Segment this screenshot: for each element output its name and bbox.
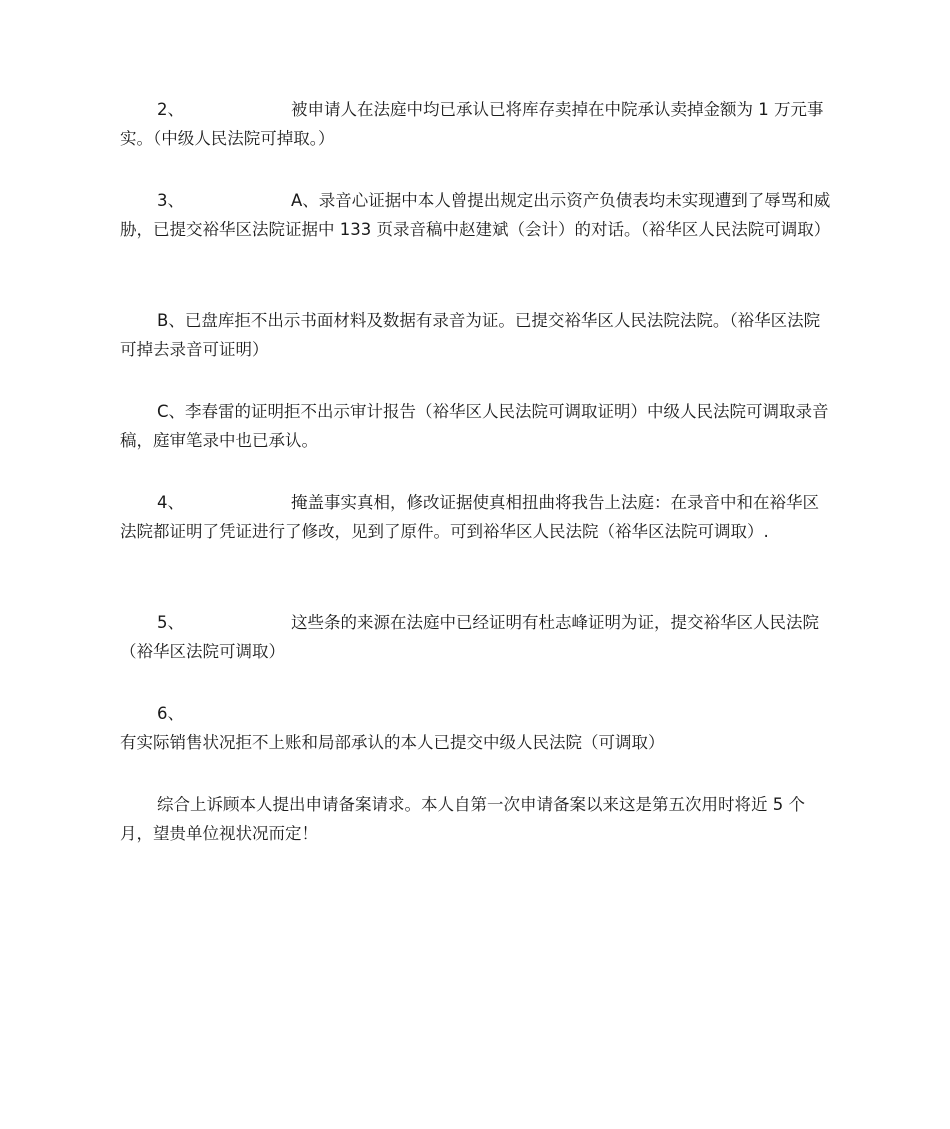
paragraph-item-3b xyxy=(120,306,832,364)
paragraph-text: 这些条的来源在法庭中已经证明有杜志峰证明为证，提交裕华区人民法院（裕华区法院可调取） xyxy=(120,613,819,661)
paragraph-item-4 xyxy=(120,488,832,546)
paragraph-text: 掩盖事实真相，修改证据使真相扭曲将我告上法庭：在录音中和在裕华区法院都证明了凭证进行了修改，见到了原件。可到裕华区人民法院（裕华区法院可调取）. xyxy=(120,493,819,541)
paragraph-text: B、已盘库拒不出示书面材料及数据有录音为证。已提交裕华区人民法院法院。（裕华区法院可掉去录音可证明） xyxy=(120,311,821,359)
paragraph-text: 综合上诉顾本人提出申请备案请求。本人自第一次申请备案以来这是第五次用时将近 5 个月，望贵单位视状况而定！ xyxy=(120,795,805,843)
paragraph-text: A、录音心证据中本人曾提出规定出示资产负债表均未实现遭到了辱骂和威胁，已提交裕华区法院证据中 133 页录音稿中赵建斌（会计）的对话。（裕华区人民法院可调取） xyxy=(120,191,831,239)
paragraph-text: 被申请人在法庭中均已承认已将库存卖掉在中院承认卖掉金额为 1 万元事实。（中级人民法院可掉取。） xyxy=(120,100,824,148)
paragraph-text: C、李春雷的证明拒不出示审计报告（裕华区人民法院可调取证明）中级人民法院可调取录音稿，庭审笔录中也已承认。 xyxy=(120,402,829,450)
paragraph-item-5 xyxy=(120,608,832,666)
paragraph-conclusion xyxy=(120,790,832,848)
paragraph-item-6 xyxy=(120,699,832,757)
paragraph-item-3c xyxy=(120,397,832,455)
item-number: 2、 xyxy=(157,100,184,119)
item-number: 4、 xyxy=(157,493,184,512)
item-number: 5、 xyxy=(157,613,184,632)
item-number: 6、 xyxy=(157,704,184,723)
paragraph-item-2 xyxy=(120,95,832,153)
item-number: 3、 xyxy=(157,191,184,210)
paragraph-item-3a xyxy=(120,186,832,244)
paragraph-text: 有实际销售状况拒不上账和局部承认的本人已提交中级人民法院（可调取） xyxy=(120,733,665,752)
